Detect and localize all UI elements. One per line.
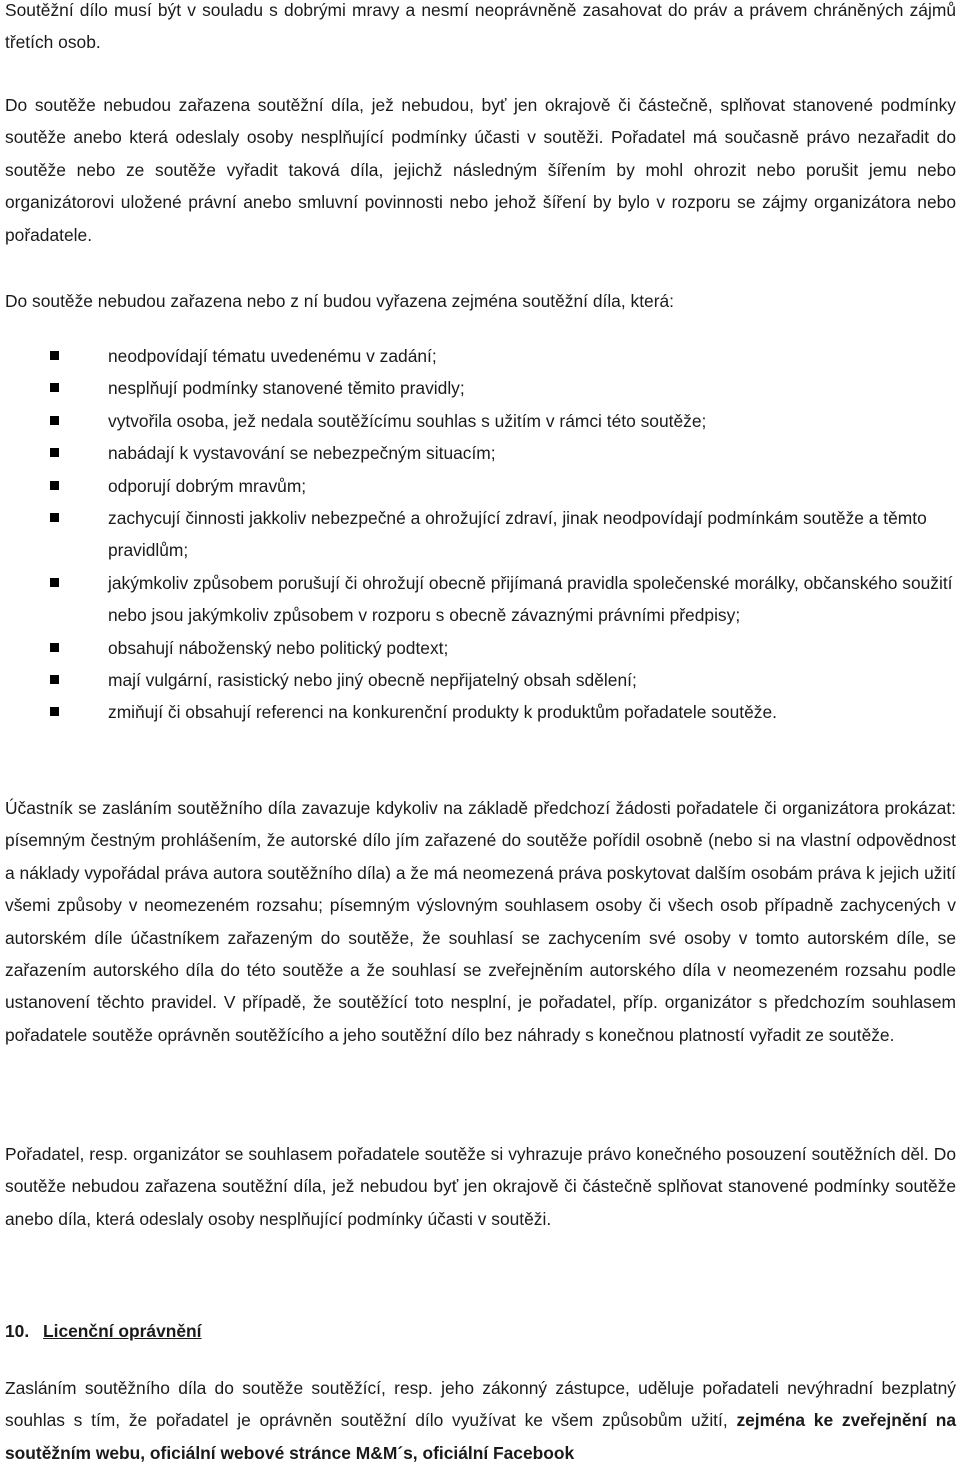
- license-text: Zasláním soutěžního díla do soutěže soutěžící, resp. jeho zákonný zástupce, uděluje pořadateli nevýhradní bezplatný souhlas s tím, že pořadatel je oprávněn soutěžní dílo využívat ke všem způsobům užití,: [5, 1378, 956, 1431]
- paragraph-exclusion-conditions: Do soutěže nebudou zařazena soutěžní díla, jež nebudou, byť jen okrajově či částečně, splňovat stanovené podmínky soutěže anebo která odeslaly osoby nesplňující podmínky účasti v soutěži. Pořadatel má současně právo nezařadit do soutěže nebo ze soutěže vyřadit taková díla, jejichž následným šířením by mohl ohrozit nebo porušit jemu nebo organizátorovi uložené právní anebo smluvní povinnosti nebo jehož šíření by bylo v rozporu se zájmy organizátora nebo pořadatele.: [5, 95, 956, 245]
- square-bullet-icon: [50, 481, 59, 490]
- license-text-bold: zejména ke zveřejnění na soutěžním webu, oficiální webové stránce M&M´s, oficiální Facebook: [5, 1410, 956, 1463]
- paragraph-participant-obligations: Účastník se zasláním soutěžního díla zavazuje kdykoliv na základě předchozí žádosti pořadatele či organizátora prokázat: písemným čestným prohlášením, že autorské dílo jím zařazené do soutěže pořídil osobně (nebo si na vlastní odpovědnost a náklady vypořádal práva autora soutěžního díla) a že má neomezená práva poskytovat dalším osobám práva k jejich užití všemi způsoby v neomezeném rozsahu; písemným výslovným souhlasem osoby či všech osob případně zachycených v autorském díle účastníkem zařazeným do soutěže, že souhlasí se zachycením své osoby v tomto autorském díle, se zařazením autorského díla do této soutěže a že souhlasí se zveřejněním autorského díla v neomezeném rozsahu podle ustanovení těchto pravidel. V případě, že soutěžící toto nesplní, je pořadatel, příp. organizátor s předchozím souhlasem pořadatele soutěže oprávněn soutěžícího a jeho soutěžní dílo bez náhrady s konečnou platností vyřadit ze soutěže.: [5, 798, 956, 1045]
- square-bullet-icon: [50, 448, 59, 457]
- section-title: Licenční oprávnění: [43, 1321, 202, 1341]
- paragraph-license: [5, 1372, 956, 1469]
- list-item: nesplňují podmínky stanovené těmito pravidly;: [5, 372, 956, 404]
- paragraph-moral-compliance: Soutěžní dílo musí být v souladu s dobrými mravy a nesmí neoprávněně zasahovat do práv a právem chráněných zájmů třetích osob.: [5, 0, 956, 53]
- list-item: mají vulgární, rasistický nebo jiný obecně nepřijatelný obsah sdělení;: [5, 664, 956, 696]
- list-item: zachycují činnosti jakkoliv nebezpečné a ohrožující zdraví, jinak neodpovídají podmínkám soutěže a těmto pravidlům;: [5, 502, 956, 567]
- section-number: 10.: [5, 1321, 30, 1341]
- square-bullet-icon: [50, 707, 59, 716]
- square-bullet-icon: [50, 578, 59, 587]
- square-bullet-icon: [50, 351, 59, 360]
- list-item: obsahují náboženský nebo politický podtext;: [5, 632, 956, 664]
- square-bullet-icon: [50, 416, 59, 425]
- exclusion-list: [5, 340, 956, 729]
- list-item: jakýmkoliv způsobem porušují či ohrožují obecně přijímaná pravidla společenské morálky, občanského soužití nebo jsou jakýmkoliv způsobem v rozporu s obecně závaznými právními předpisy;: [5, 567, 956, 632]
- list-item: zmiňují či obsahují referenci na konkurenční produkty k produktům pořadatele soutěže.: [5, 696, 956, 728]
- paragraph-exclusion-intro: Do soutěže nebudou zařazena nebo z ní budou vyřazena zejména soutěžní díla, která:: [5, 291, 675, 311]
- list-item: neodpovídají tématu uvedenému v zadání;: [5, 340, 956, 372]
- paragraph-final-assessment: Pořadatel, resp. organizátor se souhlasem pořadatele soutěže si vyhrazuje právo konečného posouzení soutěžních děl. Do soutěže nebudou zařazena soutěžní díla, jež nebudou byť jen okrajově či částečně splňovat stanovené podmínky soutěže anebo díla, která odeslaly osoby nesplňující podmínky účasti v soutěži.: [5, 1144, 956, 1229]
- list-item: nabádají k vystavování se nebezpečným situacím;: [5, 437, 956, 469]
- square-bullet-icon: [50, 383, 59, 392]
- list-item: odporují dobrým mravům;: [5, 470, 956, 502]
- section-heading: [5, 1315, 202, 1347]
- square-bullet-icon: [50, 643, 59, 652]
- square-bullet-icon: [50, 675, 59, 684]
- square-bullet-icon: [50, 513, 59, 522]
- list-item: vytvořila osoba, jež nedala soutěžícímu souhlas s užitím v rámci této soutěže;: [5, 405, 956, 437]
